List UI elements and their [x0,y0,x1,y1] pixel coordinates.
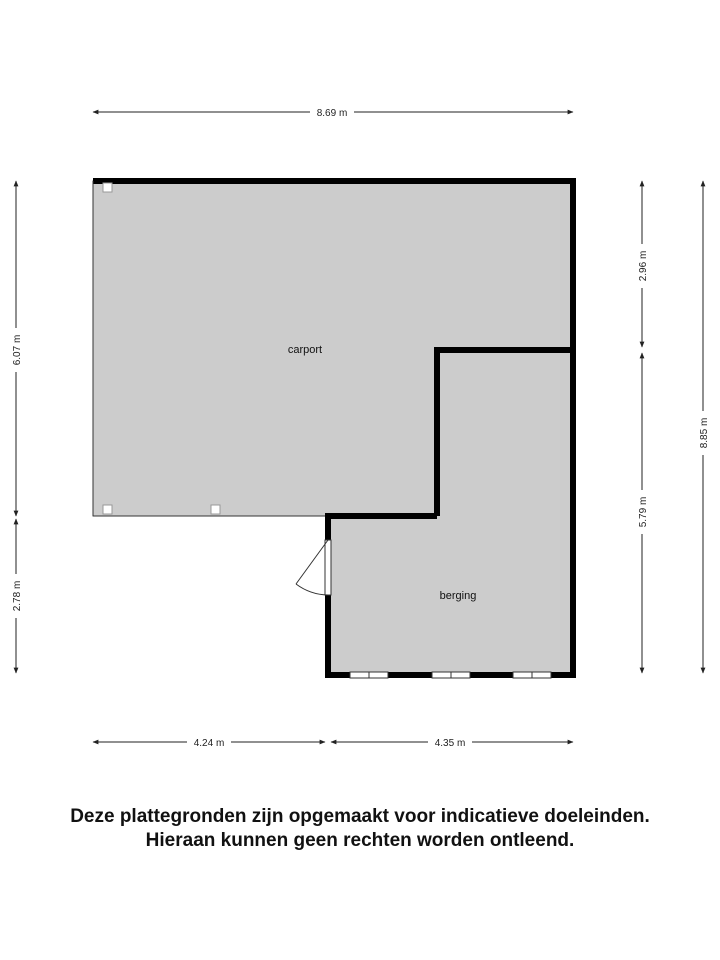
post [211,505,220,514]
door-swing [296,584,328,595]
dimension-bottom-left-label: 4.24 m [193,738,225,749]
dimension-left-lower-label: 2.78 m [12,580,23,612]
dimension-right-total-label: 8.85 m [699,417,710,449]
door-leaf [296,540,328,584]
windows [350,672,551,678]
post [103,505,112,514]
disclaimer-line-1: Deze plattegronden zijn opgemaakt voor indicatieve doeleinden. [70,806,650,827]
door [296,540,331,595]
disclaimer-line-2: Hieraan kunnen geen rechten worden ontleend. [145,830,575,851]
post [103,183,112,192]
window [432,672,470,678]
window [350,672,388,678]
door-frame [325,540,331,595]
dimension-left-upper-label: 6.07 m [12,334,23,366]
berging-label: berging [439,590,477,602]
window [513,672,551,678]
dimension-bottom-right-label: 4.35 m [434,738,466,749]
carport-label: carport [287,344,323,356]
dimension-right-upper-label: 2.96 m [638,250,649,282]
dimension-top-label: 8.69 m [316,108,348,119]
dimension-right-lower-label: 5.79 m [638,496,649,528]
